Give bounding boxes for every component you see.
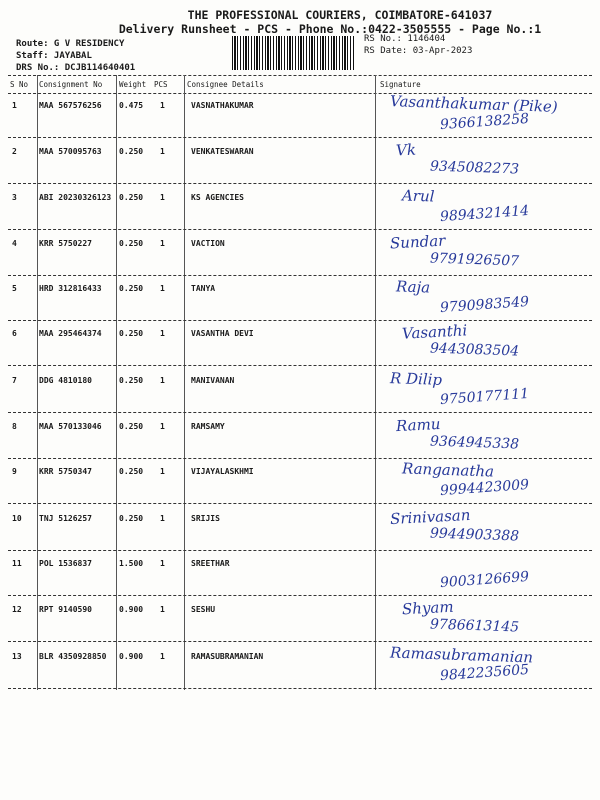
row-consignee: VASNATHAKUMAR bbox=[191, 101, 254, 110]
column-header-consignment: Consignment No bbox=[39, 80, 103, 89]
signature-phone: 9791926507 bbox=[429, 250, 520, 270]
row-sno: 12 bbox=[12, 605, 22, 614]
row-separator bbox=[8, 595, 592, 596]
row-separator bbox=[8, 641, 592, 642]
document-title: THE PROFESSIONAL COURIERS, COIMBATORE-641037 bbox=[187, 8, 493, 22]
row-consignment-number: KRR 5750227 bbox=[39, 239, 92, 248]
signature-phone: 9345082273 bbox=[429, 158, 520, 178]
row-pcs: 1 bbox=[160, 239, 165, 248]
row-consignee: KS AGENCIES bbox=[191, 193, 244, 202]
barcode bbox=[232, 36, 354, 70]
row-weight: 1.500 bbox=[119, 559, 144, 568]
signature-handwriting: Raja bbox=[395, 277, 431, 297]
row-separator bbox=[8, 229, 592, 230]
row-sno: 9 bbox=[12, 467, 17, 476]
signature-phone: 9364945338 bbox=[429, 433, 520, 453]
row-weight: 0.900 bbox=[119, 652, 144, 661]
rs-number: RS No.: 1146404 bbox=[364, 34, 446, 44]
row-separator bbox=[8, 503, 592, 504]
row-weight: 0.250 bbox=[119, 329, 144, 338]
row-separator bbox=[8, 688, 592, 689]
row-pcs: 1 bbox=[160, 147, 165, 156]
row-consignee: VACTION bbox=[191, 239, 225, 248]
signature-handwriting: Vasanthakumar (Pike) bbox=[389, 92, 559, 116]
column-header-sno: S No bbox=[10, 80, 29, 89]
signature-handwriting: Sundar bbox=[389, 231, 446, 253]
signature-handwriting: Arul bbox=[401, 186, 435, 206]
signature-phone: 9994423009 bbox=[439, 476, 530, 500]
row-separator bbox=[8, 320, 592, 321]
row-weight: 0.250 bbox=[119, 422, 144, 431]
row-consignment-number: TNJ 5126257 bbox=[39, 514, 92, 523]
signature-phone: 9750177111 bbox=[439, 385, 530, 409]
row-sno: 5 bbox=[12, 284, 17, 293]
row-sno: 6 bbox=[12, 329, 17, 338]
row-sno: 13 bbox=[12, 652, 22, 661]
signature-handwriting: Srinivasan bbox=[389, 505, 471, 529]
route-label: Route: G V RESIDENCY bbox=[16, 39, 125, 49]
column-header-weight: Weight bbox=[119, 80, 147, 89]
column-divider bbox=[184, 75, 185, 690]
row-sno: 7 bbox=[12, 376, 17, 385]
row-consignment-number: MAA 567576256 bbox=[39, 101, 102, 110]
row-sno: 3 bbox=[12, 193, 17, 202]
signature-handwriting: R Dilip bbox=[389, 369, 443, 389]
row-consignee: VIJAYALASKHMI bbox=[191, 467, 254, 476]
row-pcs: 1 bbox=[160, 101, 165, 110]
row-weight: 0.250 bbox=[119, 147, 144, 156]
column-divider bbox=[375, 75, 376, 690]
row-pcs: 1 bbox=[160, 422, 165, 431]
row-consignee: RAMSAMY bbox=[191, 422, 225, 431]
row-separator bbox=[8, 365, 592, 366]
header-bottom-rule bbox=[8, 93, 592, 94]
row-weight: 0.250 bbox=[119, 193, 144, 202]
row-consignment-number: POL 1536837 bbox=[39, 559, 92, 568]
row-consignee: SREETHAR bbox=[191, 559, 230, 568]
row-separator bbox=[8, 458, 592, 459]
row-consignee: SESHU bbox=[191, 605, 216, 614]
row-consignment-number: BLR 4350928850 bbox=[39, 652, 107, 661]
row-sno: 1 bbox=[12, 101, 17, 110]
signature-handwriting: Ramu bbox=[395, 414, 441, 436]
row-consignee: TANYA bbox=[191, 284, 216, 293]
row-sno: 4 bbox=[12, 239, 17, 248]
row-consignment-number: HRD 312816433 bbox=[39, 284, 102, 293]
signature-phone: 9842235605 bbox=[439, 661, 530, 685]
row-pcs: 1 bbox=[160, 329, 165, 338]
row-consignment-number: MAA 570095763 bbox=[39, 147, 102, 156]
signature-handwriting: Vasanthi bbox=[401, 321, 468, 343]
signature-phone: 9894321414 bbox=[439, 202, 530, 226]
drs-number: DRS No.: DCJB114640401 bbox=[16, 63, 136, 73]
row-pcs: 1 bbox=[160, 467, 165, 476]
row-weight: 0.250 bbox=[119, 239, 144, 248]
column-divider bbox=[116, 75, 117, 690]
row-consignment-number: KRR 5750347 bbox=[39, 467, 92, 476]
staff-label: Staff: JAYABAL bbox=[16, 51, 92, 61]
row-consignee: VASANTHA DEVI bbox=[191, 329, 254, 338]
row-weight: 0.250 bbox=[119, 284, 144, 293]
row-consignment-number: RPT 9140590 bbox=[39, 605, 92, 614]
row-consignment-number: DDG 4810180 bbox=[39, 376, 92, 385]
signature-phone: 9786613145 bbox=[429, 616, 520, 636]
signature-handwriting: Vk bbox=[395, 140, 417, 160]
row-separator bbox=[8, 137, 592, 138]
row-weight: 0.250 bbox=[119, 467, 144, 476]
signature-phone: 9366138258 bbox=[439, 110, 530, 134]
signature-phone: 9443083504 bbox=[429, 340, 520, 360]
row-separator bbox=[8, 183, 592, 184]
row-pcs: 1 bbox=[160, 193, 165, 202]
row-separator bbox=[8, 550, 592, 551]
rs-date: RS Date: 03-Apr-2023 bbox=[364, 46, 473, 56]
row-sno: 2 bbox=[12, 147, 17, 156]
signature-phone: 9790983549 bbox=[439, 293, 530, 317]
row-sno: 10 bbox=[12, 514, 22, 523]
row-separator bbox=[8, 412, 592, 413]
row-separator bbox=[8, 275, 592, 276]
row-weight: 0.900 bbox=[119, 605, 144, 614]
document-subtitle: Delivery Runsheet - PCS - Phone No.:0422-3505555 - Page No.:1 bbox=[118, 22, 542, 36]
row-pcs: 1 bbox=[160, 652, 165, 661]
row-weight: 0.475 bbox=[119, 101, 144, 110]
column-divider bbox=[37, 75, 38, 690]
signature-handwriting: Ranganatha bbox=[401, 459, 495, 481]
row-pcs: 1 bbox=[160, 559, 165, 568]
row-consignee: MANIVANAN bbox=[191, 376, 235, 385]
header-top-rule bbox=[8, 75, 592, 76]
column-header-pcs: PCS bbox=[154, 80, 168, 89]
row-sno: 8 bbox=[12, 422, 17, 431]
signature-handwriting: Ramasubramanian bbox=[389, 643, 534, 667]
row-consignee: VENKATESWARAN bbox=[191, 147, 254, 156]
signature-phone: 9003126699 bbox=[439, 568, 530, 592]
row-pcs: 1 bbox=[160, 514, 165, 523]
row-consignment-number: MAA 570133046 bbox=[39, 422, 102, 431]
row-sno: 11 bbox=[12, 559, 22, 568]
row-pcs: 1 bbox=[160, 284, 165, 293]
column-header-signature: Signature bbox=[380, 80, 421, 89]
signature-handwriting: Shyam bbox=[401, 597, 455, 619]
row-consignment-number: MAA 295464374 bbox=[39, 329, 102, 338]
row-pcs: 1 bbox=[160, 605, 165, 614]
signature-phone: 9944903388 bbox=[429, 525, 520, 545]
row-consignment-number: ABI 20230326123 bbox=[39, 193, 112, 202]
row-consignee: SRIJIS bbox=[191, 514, 220, 523]
column-header-consignee: Consignee Details bbox=[187, 80, 264, 89]
row-consignee: RAMASUBRAMANIAN bbox=[191, 652, 264, 661]
row-pcs: 1 bbox=[160, 376, 165, 385]
row-weight: 0.250 bbox=[119, 376, 144, 385]
row-weight: 0.250 bbox=[119, 514, 144, 523]
